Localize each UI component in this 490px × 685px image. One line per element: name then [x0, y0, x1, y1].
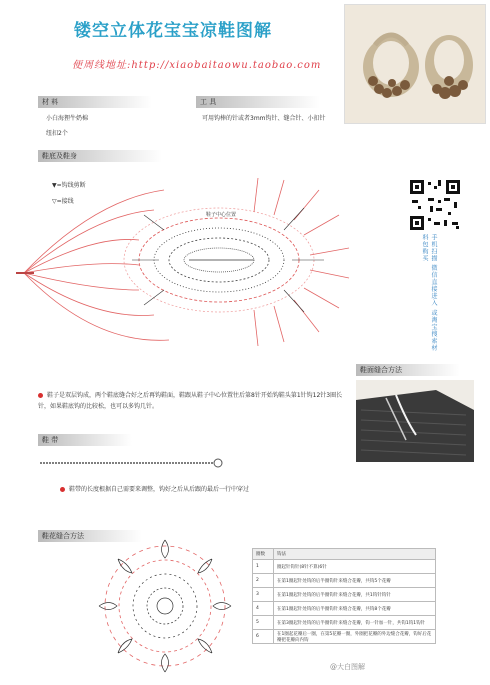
- row-text: 在第3圈起针处钩的后半圈钩针来缝合花瓣，钩一针加一针，共钩1钩1钩针: [274, 616, 436, 630]
- flower-steps-table: [252, 548, 436, 644]
- page-title: 镂空立体花宝宝凉鞋图解: [74, 21, 272, 41]
- row-round: 3: [253, 588, 274, 602]
- strap-note-text: 鞋带的长度根据自己需要来调整，钩好之后从后跟的最后一行中穿过: [69, 486, 250, 493]
- assembly-header: 鞋面缝合方法: [356, 364, 460, 376]
- row-text: 圈起针钩针(8针不算)6针: [274, 560, 436, 574]
- row-text: 在第1圈起针处钩的后半圈钩针来缝合花瓣，共钩8个花瓣: [274, 602, 436, 616]
- row-round: 2: [253, 574, 274, 588]
- table-row: [253, 602, 436, 616]
- strap-note: [60, 484, 350, 495]
- table-row: [253, 630, 436, 644]
- row-text: 在第1圈起针处钩的后半圈钩针来缝合花瓣，共钩5个花瓣: [274, 574, 436, 588]
- row-round: 5: [253, 616, 274, 630]
- flower-header: 鞋花缝合方法: [38, 530, 142, 542]
- legend-symbol: ▼: [52, 182, 57, 189]
- shoe-photo: [344, 4, 486, 124]
- table-row: [253, 616, 436, 630]
- table-row: [253, 560, 436, 574]
- assembly-photo: [356, 380, 474, 462]
- legend-text: =接线: [56, 198, 74, 205]
- row-round: 1: [253, 560, 274, 574]
- strap-chart-diagram: [38, 456, 228, 470]
- shop-address: 便周线地址:http://xiaobaitaowu.taobao.com: [72, 60, 322, 71]
- row-round: 6: [253, 630, 274, 644]
- flower-chart-diagram: [90, 536, 240, 676]
- table-row: [253, 588, 436, 602]
- row-text: 在第1圈起针处钩的后半圈钩针来缝合花瓣，共1钩针钩针: [274, 588, 436, 602]
- sole-note-text: 鞋子是双层钩成，两个鞋底缝合好之后再钩鞋面，鞋跟从鞋子中心位置往后第8针开始钩鞋头第1针钩12针3圈长针，如果鞋底钩的比较松，也可以多钩几针。: [38, 392, 343, 410]
- material-item: 小白海狸牛奶棉: [46, 115, 89, 122]
- center-label: 鞋子中心位置: [206, 212, 237, 218]
- row-round: 4: [253, 602, 274, 616]
- row-text: 在1圈起花瓣后一圈，在第5花瓣一圈，外圈把花瓣的外边缝合花瓣，钩好后花瓣把花瓣向内钩: [274, 630, 436, 644]
- materials-header: 材 料: [38, 96, 152, 108]
- col-header-method: 钩法: [274, 549, 436, 560]
- legend-symbol: ▽: [52, 198, 57, 205]
- tools-header: 工 具: [196, 96, 320, 108]
- table-header-row: [253, 549, 436, 560]
- legend-text: =钩线剪断: [56, 182, 86, 189]
- sole-chart-diagram: [14, 160, 374, 360]
- watermark: @大白图解: [330, 663, 365, 671]
- bullet-icon: [38, 393, 43, 398]
- tools-text: 可用钩棒的针或者3mm钩针、缝合针、小扣针: [202, 115, 326, 122]
- strap-header: 鞋 带: [38, 434, 132, 446]
- sole-section-header: 鞋底及鞋身: [38, 150, 162, 162]
- material-item: 纽扣2个: [46, 130, 68, 137]
- qr-code: [408, 178, 462, 232]
- sole-note: [38, 390, 348, 412]
- qr-caption: 手机扫描 微信直接进入 或淘宝搜索材料包购买: [421, 234, 437, 352]
- bullet-icon: [60, 487, 65, 492]
- table-row: [253, 574, 436, 588]
- col-header-round: 圈数: [253, 549, 274, 560]
